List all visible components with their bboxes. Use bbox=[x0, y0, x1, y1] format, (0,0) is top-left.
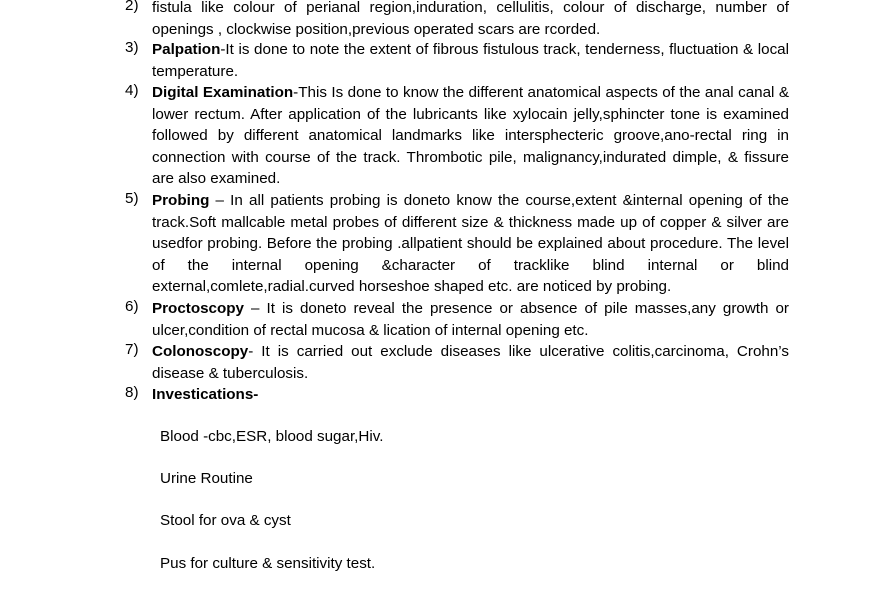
investigation-stool: Stool for ova & cyst bbox=[160, 512, 291, 529]
item-heading: Palpation bbox=[152, 41, 221, 58]
item-body: - It is carried out exclude diseases like ulcerative colitis,carcinoma, Crohn’s disease & tuberculosis. bbox=[152, 343, 789, 382]
item-body: – In all patients probing is doneto know the course,extent &internal opening of the track.Soft mallcable metal probes of different size & thickness made up of copper & silver are usedfor probing. Before the probing .allpatient should be explained about procedure. The level of the internal opening &character of tracklike blind internal or blind external,comlete,radial.curved horseshoe shaped etc. are noticed by probing. bbox=[152, 192, 789, 296]
item-heading: Colonoscopy bbox=[152, 343, 249, 360]
list-item-4 bbox=[125, 82, 789, 190]
list-item-5 bbox=[125, 190, 789, 298]
list-item-8 bbox=[125, 384, 789, 406]
item-body: fistula like colour of perianal region,induration, cellulitis, colour of discharge, number of openings , clockwise position,previous operated scars are rcorded. bbox=[152, 0, 789, 38]
item-text bbox=[152, 190, 789, 298]
item-body: – It is doneto reveal the presence or absence of pile masses,any growth or ulcer,condition of rectal mucosa & lication of internal opening etc. bbox=[152, 300, 789, 339]
item-text bbox=[152, 0, 789, 40]
item-body: -This Is done to know the different anatomical aspects of the anal canal & lower rectum. After application of the lubricants like xylocain jelly,sphincter tone is examined followed by different anatomical landmarks like intersphecteric groove,ano-rectal ring in connection with course of the track. Thrombotic pile, malignancy,indurated dimple, & fissure are also examined. bbox=[152, 84, 789, 188]
item-number: 5) bbox=[125, 190, 139, 207]
item-text bbox=[152, 341, 789, 384]
item-number: 2) bbox=[125, 0, 139, 14]
item-text bbox=[152, 82, 789, 190]
item-number: 3) bbox=[125, 39, 139, 56]
list-item-7 bbox=[125, 341, 789, 384]
item-text bbox=[152, 384, 789, 406]
item-number: 4) bbox=[125, 82, 139, 99]
item-body: -It is done to note the extent of fibrous fistulous track, tenderness, fluctuation & local temperature. bbox=[152, 41, 789, 80]
investigation-blood: Blood -cbc,ESR, blood sugar,Hiv. bbox=[160, 428, 384, 445]
list-item-3 bbox=[125, 39, 789, 82]
investigation-pus: Pus for culture & sensitivity test. bbox=[160, 555, 376, 572]
item-number: 7) bbox=[125, 341, 139, 358]
item-heading: Investications- bbox=[152, 386, 259, 403]
investigation-urine: Urine Routine bbox=[160, 470, 253, 487]
list-item-2 bbox=[125, 0, 789, 40]
item-number: 8) bbox=[125, 384, 139, 401]
item-heading: Proctoscopy bbox=[152, 300, 244, 317]
list-item-6 bbox=[125, 298, 789, 341]
item-number: 6) bbox=[125, 298, 139, 315]
item-text bbox=[152, 298, 789, 341]
item-heading: Digital Examination bbox=[152, 84, 294, 101]
item-heading: Probing bbox=[152, 192, 210, 209]
item-text bbox=[152, 39, 789, 82]
